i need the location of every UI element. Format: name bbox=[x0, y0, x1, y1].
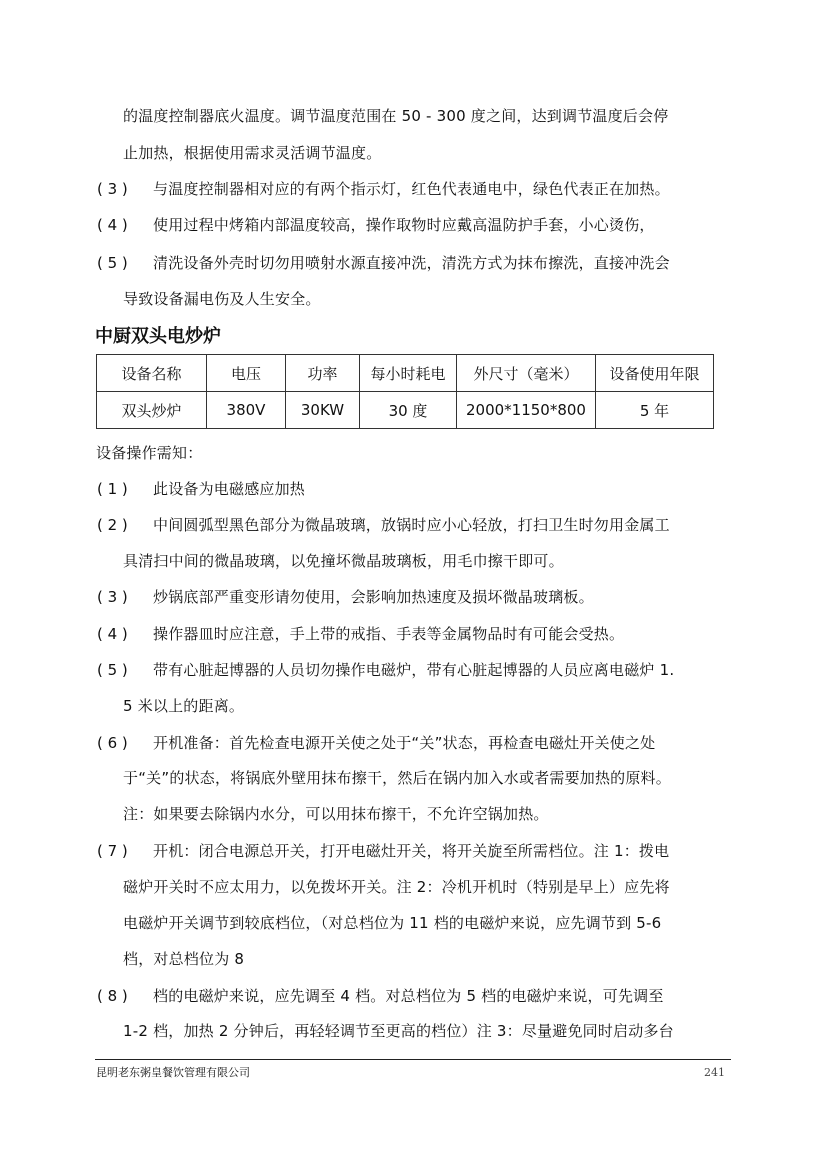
section-heading: 中厨双头电炒炉 bbox=[95, 326, 221, 347]
list-item-text: 中间圆弧型黑色部分为微晶玻璃，放锅时应小心轻放，打扫卫生时勿用金属工 bbox=[153, 516, 670, 534]
list-item-text: 开机准备：首先检查电源开关使之处于“关”状态，再检查电磁灶开关使之处 bbox=[153, 734, 656, 752]
table-header-cell: 功率 bbox=[286, 355, 360, 392]
table-cell: 30KW bbox=[286, 392, 360, 429]
list-number: ( 4 ) bbox=[97, 625, 128, 643]
table-cell: 双头炒炉 bbox=[97, 392, 207, 429]
page-number: 241 bbox=[704, 1066, 725, 1079]
list-item-text: 开机：闭合电源总开关，打开电磁灶开关，将开关旋至所需档位。注 1：拨电 bbox=[153, 842, 670, 860]
body-text-line: 的温度控制器底火温度。调节温度范围在 50 - 300 度之间，达到调节温度后会停 bbox=[123, 107, 669, 125]
table-header-cell: 设备使用年限 bbox=[596, 355, 714, 392]
table-header-row bbox=[97, 355, 714, 392]
table-cell: 5 年 bbox=[596, 392, 714, 429]
table-cell: 2000*1150*800 bbox=[457, 392, 596, 429]
list-item-continuation: 注：如果要去除锅内水分，可以用抹布擦干，不允许空锅加热。 bbox=[123, 805, 549, 823]
footer-company: 昆明老东粥皇餐饮管理有限公司 bbox=[96, 1066, 250, 1079]
list-number: ( 6 ) bbox=[97, 734, 128, 752]
table-row bbox=[97, 392, 714, 429]
list-item-text: 与温度控制器相对应的有两个指示灯，红色代表通电中，绿色代表正在加热。 bbox=[153, 180, 670, 198]
table-header-cell: 外尺寸（毫米） bbox=[457, 355, 596, 392]
list-item-continuation: 具清扫中间的微晶玻璃，以免撞坏微晶玻璃板，用毛巾擦干即可。 bbox=[123, 552, 564, 570]
list-item-continuation: 档，对总档位为 8 bbox=[123, 950, 245, 968]
equipment-spec-table bbox=[96, 354, 714, 429]
table-header-cell: 设备名称 bbox=[97, 355, 207, 392]
list-item-text: 档的电磁炉来说，应先调至 4 档。对总档位为 5 档的电磁炉来说，可先调至 bbox=[153, 987, 664, 1005]
list-number: ( 5 ) bbox=[97, 254, 128, 272]
list-number: ( 7 ) bbox=[97, 842, 128, 860]
list-item-continuation: 1-2 档，加热 2 分钟后，再轻轻调节至更高的档位）注 3：尽量避免同时启动多台 bbox=[123, 1022, 674, 1040]
list-item-text: 操作器皿时应注意，手上带的戒指、手表等金属物品时有可能会受热。 bbox=[153, 625, 625, 643]
list-number: ( 2 ) bbox=[97, 516, 128, 534]
body-text-line: 止加热，根据使用需求灵活调节温度。 bbox=[123, 144, 382, 162]
list-item-continuation: 于“关”的状态，将锅底外壁用抹布擦干，然后在锅内加入水或者需要加热的原料。 bbox=[123, 769, 671, 787]
list-item-text: 带有心脏起博器的人员切勿操作电磁炉，带有心脏起博器的人员应离电磁炉 1. bbox=[153, 661, 675, 679]
table-header-cell: 电压 bbox=[207, 355, 286, 392]
footer-divider bbox=[95, 1059, 731, 1060]
list-item-text: 使用过程中烤箱内部温度较高，操作取物时应戴高温防护手套，小心烫伤， bbox=[153, 216, 655, 234]
list-item-text: 清洗设备外壳时切勿用喷射水源直接冲洗，清洗方式为抹布擦洗，直接冲洗会 bbox=[153, 254, 670, 272]
table-cell: 30 度 bbox=[360, 392, 457, 429]
list-item-continuation: 磁炉开关时不应太用力，以免拨坏开关。注 2：冷机开机时（特别是早上）应先将 bbox=[123, 878, 670, 896]
list-item-continuation: 电磁炉开关调节到较底档位，（对总档位为 11 档的电磁炉来说，应先调节到 5-6 bbox=[123, 914, 662, 932]
notice-label: 设备操作需知： bbox=[96, 444, 203, 462]
list-item-text: 此设备为电磁感应加热 bbox=[153, 480, 306, 498]
list-item-continuation: 导致设备漏电伤及人生安全。 bbox=[123, 290, 321, 308]
list-item-continuation: 5 米以上的距离。 bbox=[123, 697, 245, 715]
list-number: ( 3 ) bbox=[97, 180, 128, 198]
list-item-text: 炒锅底部严重变形请勿使用，会影响加热速度及损坏微晶玻璃板。 bbox=[153, 588, 594, 606]
table-cell: 380V bbox=[207, 392, 286, 429]
table-header-cell: 每小时耗电 bbox=[360, 355, 457, 392]
list-number: ( 8 ) bbox=[97, 987, 128, 1005]
list-number: ( 5 ) bbox=[97, 661, 128, 679]
list-number: ( 4 ) bbox=[97, 216, 128, 234]
list-number: ( 3 ) bbox=[97, 588, 128, 606]
list-number: ( 1 ) bbox=[97, 480, 128, 498]
